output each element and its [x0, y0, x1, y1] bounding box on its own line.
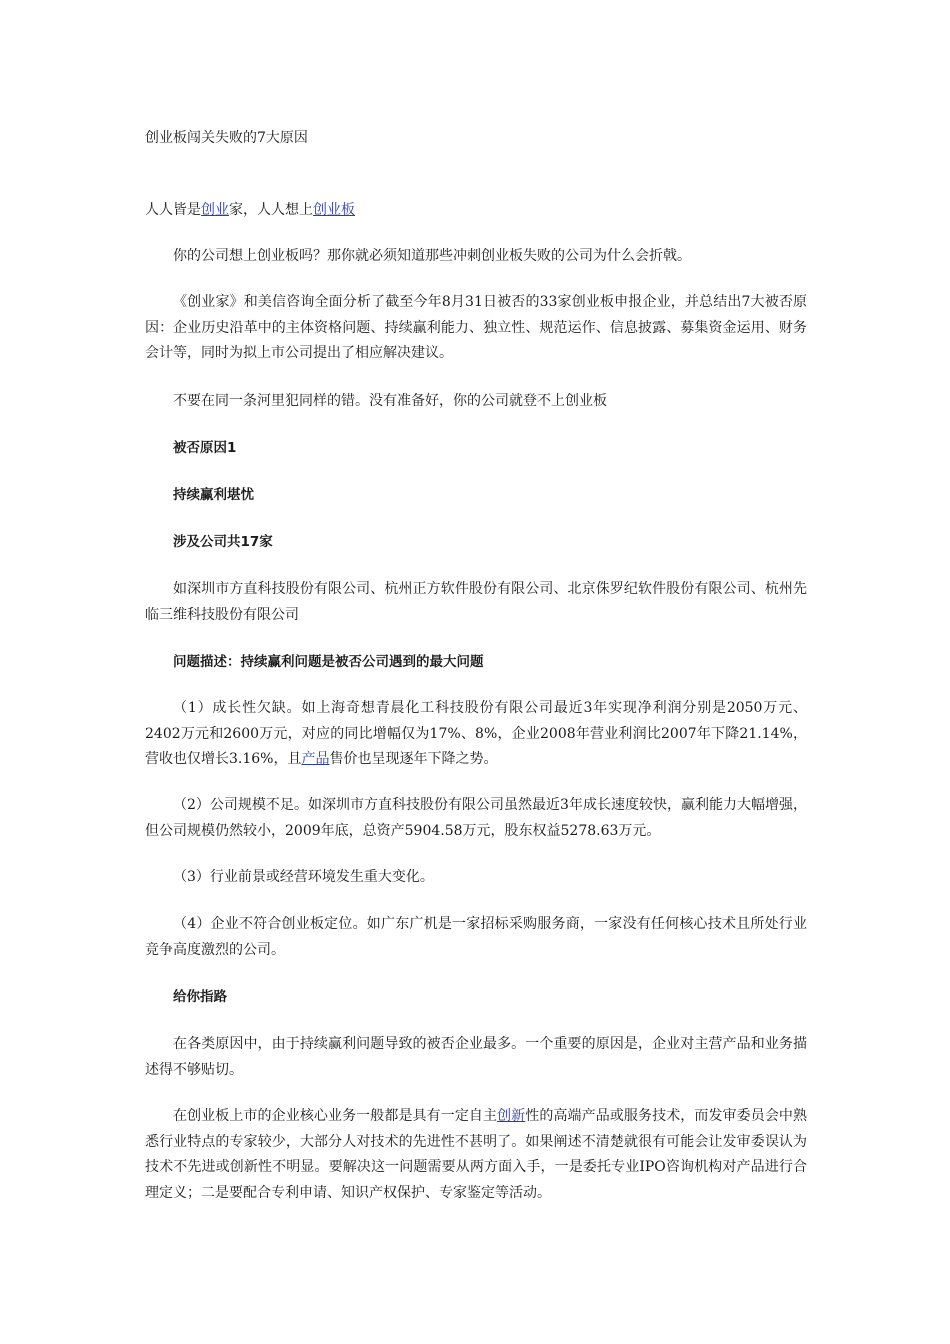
advice-paragraph-2	[145, 1104, 807, 1206]
advice-2-text: 在创业板上市的企业核心业务一般都是具有一定自主	[173, 1108, 498, 1124]
point-1-text: 售价也呈现逐年下降之势。	[329, 751, 498, 767]
problem-heading: 问题描述：持续赢利问题是被否公司遇到的最大问题	[173, 654, 484, 670]
reason-heading: 被否原因1	[173, 440, 237, 456]
subtitle	[145, 200, 355, 220]
document-title: 创业板闯关失败的7大原因	[145, 130, 308, 146]
link-chuangyeban[interactable]: 创业板	[313, 202, 355, 218]
point-3: （3）行业前景或经营环境发生重大变化。	[173, 869, 434, 885]
link-chuangye[interactable]: 创业	[201, 202, 229, 218]
advice-heading: 给你指路	[173, 989, 227, 1005]
advice-2-text: 性的高端产品或服务技术，而发审委员会中熟悉行业特点的专家较少，大部分人对技术的先进性不甚明了。如果阐述不清楚就很有可能会让发审委误认为技术不先进或创新性不明显。要解决这一问题需要从两方面入手，一是委托专业IPO咨询机构对产品进行合理定义；二是要配合专利申请、知识产权保护、专家鉴定等活动。	[145, 1108, 808, 1201]
companies-count: 涉及公司共17家	[173, 534, 273, 550]
intro-paragraph: 你的公司想上创业板吗？那你就必须知道那些冲刺创业板失败的公司为什么会折戟。	[173, 248, 691, 264]
point-1	[145, 696, 807, 773]
point-1-text: （1）成长性欠缺。如上海奇想青晨化工科技股份有限公司最近3年实现净利润分别是2050万元、2402万元和2600万元，对应的同比增幅仅为17%、8%，企业2008年营业利润比2007年下降21.14%，营收也仅增长3.16%，且	[145, 700, 807, 767]
summary-paragraph: 《创业家》和美信咨询全面分析了截至今年8月31日被否的33家创业板申报企业，并总结出7大被否原因：企业历史沿革中的主体资格问题、持续赢利能力、独立性、规范运作、信息披露、募集资金运用、财务会计等，同时为拟上市公司提出了相应解决建议。	[145, 294, 807, 361]
link-chuangxin[interactable]: 创新	[497, 1108, 526, 1124]
subtitle-text: 家，人人想上	[229, 202, 313, 218]
point-2: （2）公司规模不足。如深圳市方直科技股份有限公司虽然最近3年成长速度较快，赢利能力大幅增强，但公司规模仍然较小，2009年底，总资产5904.58万元，股东权益5278.63万元。	[145, 797, 807, 839]
link-chanpin[interactable]: 产品	[301, 751, 330, 767]
subtitle-text: 人人皆是	[145, 202, 201, 218]
companies-example: 如深圳市方直科技股份有限公司、杭州正方软件股份有限公司、北京侏罗纪软件股份有限公司、杭州先临三维科技股份有限公司	[145, 581, 807, 623]
point-4: （4）企业不符合创业板定位。如广东广机是一家招标采购服务商，一家没有任何核心技术且所处行业竞争高度激烈的公司。	[145, 916, 807, 958]
reason-title: 持续赢利堪忧	[173, 487, 254, 503]
warning-paragraph: 不要在同一条河里犯同样的错。没有准备好，你的公司就登不上创业板	[173, 393, 607, 409]
advice-paragraph-1: 在各类原因中，由于持续赢利问题导致的被否企业最多。一个重要的原因是，企业对主营产品和业务描述得不够贴切。	[145, 1036, 807, 1078]
